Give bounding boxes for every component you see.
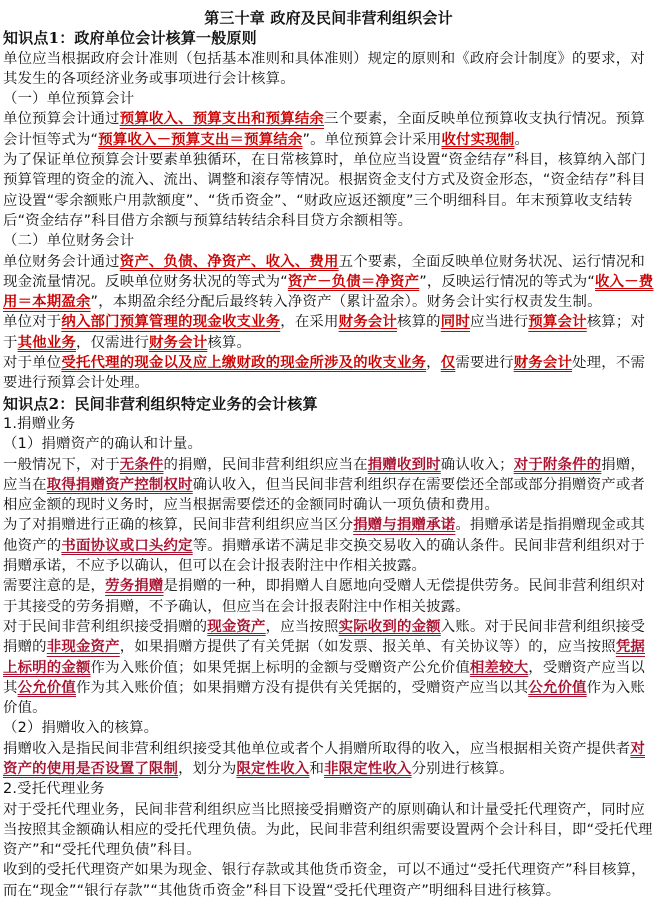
text-segment: 。	[514, 131, 530, 148]
section-heading	[3, 28, 654, 48]
text-segment: 捐赠收入是指民间非营利组织接受其他单位或者个人捐赠所取得的收入，应当根据相关资产提供者	[3, 740, 631, 757]
text-segment: 单位预算会计通过	[3, 111, 120, 128]
section-heading	[3, 394, 654, 414]
text-segment: 核算；对于	[3, 314, 646, 351]
text-segment: 为了对捐赠进行正确的核算，民间非营利组织应当区分	[3, 517, 354, 534]
text-segment: 单位应当根据政府会计准则（包括基本准则和具体准则）规定的原则和《政府会计制度》的要求，对其发生的各项经济业务或事项进行会计核算。	[3, 50, 645, 87]
text-segment: （2）捐赠收入的核算。	[3, 720, 159, 737]
paragraph	[3, 353, 654, 394]
text-segment: 应当进行	[469, 314, 529, 331]
emphasized-term: 书面协议或口头约定	[61, 537, 193, 554]
text-segment: 一般情况下，对于	[3, 456, 120, 473]
emphasized-term: 预算会计	[528, 314, 587, 331]
text-segment: 知识点1：政府单位会计核算一般原则	[3, 29, 257, 48]
text-segment: 1.捐赠业务	[3, 415, 76, 432]
emphasized-term: 同时	[440, 314, 470, 331]
paragraph	[3, 718, 654, 738]
text-segment: 对于单位	[3, 355, 62, 372]
emphasized-term: 非现金资产	[46, 639, 120, 656]
text-segment: 核算。	[207, 334, 252, 351]
text-segment: 是捐赠的一种，即捐赠人自愿地向受赠人无偿提供劳务。民间非营利组织对于其接受的劳务捐赠，不予确认，但应当在会计报表附注中作相关披露。	[3, 578, 646, 615]
paragraph	[3, 455, 654, 516]
paragraph	[3, 109, 654, 150]
emphasized-term: 公允价值	[17, 679, 76, 696]
text-segment: （1）捐赠资产的确认和计量。	[3, 436, 203, 453]
text-segment: 单位对于	[3, 314, 62, 331]
paragraph	[3, 800, 654, 861]
emphasized-term: 财务会计	[148, 334, 208, 351]
emphasized-term: 公允价值	[528, 679, 587, 696]
text-segment: 对于受托代理业务，民间非营利组织应当比照接受捐赠资产的原则确认和计量受托代理资产，同时应当按照其金额确认相应的受托代理负债。为此，民间非营利组织需要设置两个会计科目，即“受托代理资产”和“受托代理负债”科目。	[3, 801, 653, 859]
text-segment: 作为入账价值。	[3, 679, 646, 717]
text-segment: 确认收入；	[440, 456, 514, 473]
emphasized-term: 相差较大	[469, 659, 529, 676]
paragraph	[3, 231, 654, 251]
emphasized-term: 收入－费用＝本期盈余	[3, 273, 654, 311]
paragraph	[3, 414, 654, 434]
paragraph	[3, 617, 654, 718]
text-segment: ”。单位预算会计采用	[302, 131, 442, 148]
paragraph	[3, 150, 654, 231]
text-segment: 需要注意的是，	[3, 578, 106, 595]
text-segment: 第三十章 政府及民间非营利组织会计	[204, 9, 453, 27]
emphasized-term: 限定性收入	[236, 760, 310, 777]
text-segment: 需要进行	[455, 355, 514, 372]
text-segment: ”，本期盈余经分配后最终转入净资产（累计盈余）。财务会计实行权责发生制。	[90, 294, 602, 311]
emphasized-term: 资产－负债＝净资产	[287, 273, 420, 290]
paragraph	[3, 252, 654, 313]
text-segment: ，在采用	[280, 314, 339, 331]
emphasized-term: 对资产的使用是否设置了限制	[3, 740, 645, 777]
paragraph	[3, 434, 654, 454]
emphasized-term: 财务会计	[513, 355, 573, 372]
emphasized-term: 预算收入、预算支出和预算结余	[119, 111, 325, 128]
text-segment: ”，反映运行情况的等式为“	[419, 273, 596, 290]
text-segment: 收到的受托代理资产如果为现金、银行存款或其他货币资金，可以不通过“受托代理资产”科目核算，而在“现金”“银行存款”“其他货币资金”科目下设置“受托代理资产”明细科目进行核算。	[3, 862, 646, 899]
text-segment: ，划分为	[178, 760, 237, 777]
emphasized-term: 劳务捐赠	[105, 578, 164, 595]
emphasized-term: 捐赠与捐赠承诺	[353, 517, 456, 534]
emphasized-term: 收付实现制	[441, 131, 515, 148]
paragraph	[3, 89, 654, 109]
text-segment: 五个要素，全面反映单位财务状况、运行情况和现金流量情况。反映单位财务状况的等式为“	[3, 253, 646, 290]
text-segment: 处理，不需要进行预算会计处理。	[3, 355, 646, 392]
text-segment: 知识点2：民间非营利组织特定业务的会计核算	[3, 394, 318, 413]
text-segment: 捐赠，应当在	[3, 456, 646, 493]
text-segment: ，	[426, 355, 441, 372]
text-segment: 入账。对于民间非营利组织接受捐赠的	[3, 618, 646, 656]
paragraph	[3, 312, 654, 353]
emphasized-term: 预算收入－预算支出＝预算结余	[98, 131, 303, 148]
text-segment: 作为其入账价值；如果捐赠方没有提供有关凭据的，受赠资产应当以其	[75, 679, 529, 696]
emphasized-term: 其他业务	[17, 334, 76, 351]
emphasized-term: 非限定性收入	[324, 760, 412, 777]
text-segment: 2.受托代理业务	[3, 781, 105, 798]
paragraph	[3, 515, 654, 576]
text-segment: 。捐赠承诺是指捐赠现金或其他资产的	[3, 517, 646, 554]
emphasized-term: 仅	[440, 355, 456, 372]
emphasized-term: 对于附条件的	[513, 456, 602, 473]
text-segment: 的捐赠，民间非营利组织应当在	[163, 456, 368, 473]
text-segment: 确认收入，但当民间非营利组织存在需要偿还全部或部分捐赠资产或者相应金额的现时义务时，应当根据需要偿还的金额同时确认一项负债和费用。	[3, 476, 646, 514]
emphasized-term: 现金资产	[207, 618, 266, 635]
emphasized-term: 无条件	[119, 456, 164, 473]
text-segment: ，应当按照	[265, 618, 339, 635]
text-segment: 对于民间非营利组织接受捐赠的	[3, 618, 208, 635]
chapter-title	[3, 8, 654, 28]
text-segment: ，如果捐赠方提供了有关凭据（如发票、报关单、有关协议等）的，应当按照	[119, 639, 616, 656]
text-segment: ，受赠资产应当以其	[3, 659, 646, 696]
paragraph	[3, 576, 654, 617]
emphasized-term: 捐赠收到时	[367, 456, 441, 473]
emphasized-term: 取得捐赠资产控制权时	[46, 476, 193, 493]
emphasized-term: 凭据上标明的金额	[3, 639, 646, 676]
text-segment: 为了保证单位预算会计要素单独循环，在日常核算时，单位应当设置“资金结存”科目，核算纳入部门预算管理的资金的流入、流出、调整和滚存等情况。根据资金支付方式及资金形态，“资金结存”科目应设置“零余额账户用款额度”、“货币资金”、“财政应返还额度”三个明细科目。年末预算收支结转后“资金结存”科目借方余额与预算结转结余科目贷方余额相等。	[3, 152, 646, 229]
text-segment: （二）单位财务会计	[3, 233, 135, 250]
emphasized-term: 纳入部门预算管理的现金收支业务	[61, 314, 281, 331]
text-segment: （一）单位预算会计	[3, 91, 135, 108]
text-segment: 和	[309, 760, 325, 777]
text-segment: 三个要素，全面反映单位预算收支执行情况。预算会计恒等式为“	[3, 111, 646, 148]
paragraph	[3, 739, 654, 780]
emphasized-term: 受托代理的现金以及应上缴财政的现金所涉及的收支业务	[61, 355, 427, 372]
emphasized-term: 资产、负债、净资产、收入、费用	[119, 253, 339, 270]
paragraph	[3, 860, 654, 901]
paragraph	[3, 779, 654, 799]
text-segment: 等。捐赠承诺不满足非交换交易收入的确认条件。民间非营利组织对于捐赠承诺，不应予以确认，但可以在会计报表附注中作相关披露。	[3, 537, 646, 575]
text-segment: 作为入账价值；如果凭据上标明的金额与受赠资产公允价值	[90, 659, 470, 676]
text-segment: 核算的	[397, 314, 441, 331]
text-segment: ，仅需进行	[75, 334, 149, 351]
text-segment: 分别进行核算。	[411, 760, 514, 777]
text-segment: 单位财务会计通过	[3, 253, 120, 270]
emphasized-term: 财务会计	[338, 314, 397, 331]
emphasized-term: 实际收到的金额	[338, 618, 441, 635]
paragraph	[3, 49, 654, 90]
